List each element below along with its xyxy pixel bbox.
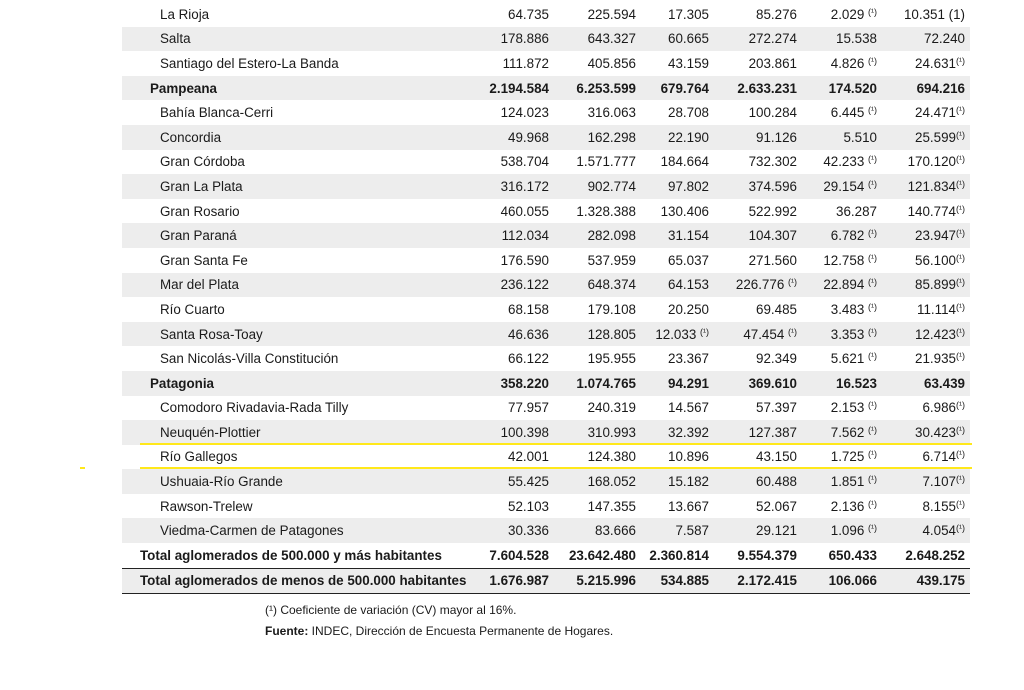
cell-value: 374.596 [714, 174, 802, 199]
cell-value: 2.648.252 [882, 543, 970, 568]
cell-value: 17.305 [668, 6, 709, 22]
row-label: Gran La Plata [122, 174, 462, 199]
cell-value: 57.397 [756, 400, 797, 416]
cell-value: $85.899^{(^1)}$ [882, 273, 970, 298]
cell-value: 2.153 $^{(^1)}$ [830, 400, 877, 416]
table-row [122, 445, 970, 470]
table-row [122, 27, 970, 52]
cell-value: 1.851 $^{(^1)}$ [802, 469, 882, 494]
cell-value: 902.774 [554, 174, 641, 199]
cell-value: 64.735 [508, 6, 549, 22]
cell-value: $30.423^{(^1)}$ [882, 420, 970, 445]
cv-footnote-marker: (¹) [956, 203, 965, 214]
cell-value: 22.894 $^{(^1)}$ [802, 273, 882, 298]
cv-footnote-marker: (¹) [868, 474, 877, 485]
cell-value: 522.992 [748, 203, 797, 219]
cell-value: 6.253.599 [554, 76, 641, 101]
cv-footnote-marker: (¹) [868, 252, 877, 263]
cell-value: 282.098 [554, 223, 641, 248]
cell-value: 47.454 $^{(^1)}$ [714, 322, 802, 347]
cell-value: 68.158 [508, 301, 549, 317]
cell-value: 271.560 [748, 252, 797, 268]
cv-footnote-marker: (¹) [956, 105, 965, 116]
cell-value: 46.636 [462, 322, 554, 347]
cell-value: $24.631^{(^1)}$ [915, 55, 965, 71]
row-label: Gran Paraná [122, 223, 462, 248]
cell-value: $170.120^{(^1)}$ [907, 154, 965, 170]
cell-value: 43.150 [756, 449, 797, 465]
cell-value: 16.523 [802, 371, 882, 396]
total-row [122, 568, 970, 594]
cell-value: 10.351 (1) [903, 6, 965, 22]
cell-value: 42.001 [508, 449, 549, 465]
cell-value: 2.029 $^{(^1)}$ [830, 6, 877, 22]
cell-value: 460.055 [500, 203, 549, 219]
row-label: Viedma-Carmen de Patagones [122, 518, 462, 543]
table-row [122, 223, 970, 248]
cell-value: 65.037 [668, 252, 709, 268]
cell-value: 111.872 [502, 55, 549, 71]
cell-value: 55.425 [462, 469, 554, 494]
table-row [122, 100, 970, 125]
cell-value: 7.587 [641, 518, 714, 543]
cell-value: 2.194.584 [462, 76, 554, 101]
cell-value: 32.392 [641, 420, 714, 445]
cell-value: 358.220 [462, 371, 554, 396]
cell-value: 100.284 [748, 105, 797, 121]
cell-value: 29.121 [714, 518, 802, 543]
cell-value: 225.594 [587, 6, 636, 22]
cell-value: 85.276 [756, 6, 797, 22]
cv-footnote-marker: (¹) [868, 178, 877, 189]
cv-footnote-marker: (¹) [956, 400, 965, 411]
cell-value: 127.387 [714, 420, 802, 445]
cell-value: 12.758 $^{(^1)}$ [823, 252, 877, 268]
cell-value: 14.567 [668, 400, 709, 416]
cell-value: $23.947^{(^1)}$ [882, 223, 970, 248]
row-label: Ushuaia-Río Grande [122, 469, 462, 494]
cv-footnote-marker: (¹) [868, 55, 877, 66]
cell-value: 100.398 [462, 420, 554, 445]
row-label: Gran Rosario [160, 203, 240, 219]
source-text: INDEC, Dirección de Encuesta Permanente de Hogares. [308, 624, 614, 638]
cell-value: 77.957 [508, 400, 549, 416]
row-label: Total aglomerados de 500.000 y más habitantes [122, 543, 462, 568]
table-row [122, 469, 970, 494]
table-row [122, 125, 970, 150]
row-label: Bahía Blanca-Cerri [160, 105, 274, 121]
cell-value: 49.968 [462, 125, 554, 150]
cv-footnote-marker: (¹) [868, 326, 877, 337]
cv-footnote-marker: (¹) [956, 252, 965, 263]
cell-value: 179.108 [587, 301, 636, 317]
cell-value: $140.774^{(^1)}$ [907, 203, 965, 219]
cell-value: 124.380 [587, 449, 636, 465]
cell-value: 203.861 [748, 55, 797, 71]
cell-value: 1.328.388 [576, 203, 636, 219]
cell-value: 10.896 [668, 449, 709, 465]
cv-footnote-marker: (¹) [868, 351, 877, 362]
cell-value: 5.215.996 [554, 568, 641, 594]
cell-value: 2.360.814 [641, 543, 714, 568]
row-label: San Nicolás-Villa Constitución [160, 351, 339, 367]
cell-value: 112.034 [462, 223, 554, 248]
cell-value: 5.621 $^{(^1)}$ [830, 351, 877, 367]
cell-value: 732.302 [748, 154, 797, 170]
table-row [122, 248, 970, 273]
table-row [122, 322, 970, 347]
cell-value: 1.096 $^{(^1)}$ [802, 518, 882, 543]
cell-value: $4.054^{(^1)}$ [882, 518, 970, 543]
row-label: Comodoro Rivadavia-Rada Tilly [160, 400, 349, 416]
cell-value: 106.066 [802, 568, 882, 594]
cell-value: 147.355 [587, 498, 636, 514]
cv-footnote-marker: (¹) [956, 277, 965, 288]
cell-value: 272.274 [714, 27, 802, 52]
cell-value: 240.319 [587, 400, 636, 416]
cell-value: 7.604.528 [462, 543, 554, 568]
cell-value: 43.159 [668, 55, 709, 71]
cv-footnote-marker: (¹) [868, 277, 877, 288]
highlight-mark-left [80, 467, 85, 469]
cell-value: 176.590 [500, 252, 549, 268]
cell-value: 60.665 [641, 27, 714, 52]
cell-value: 13.667 [668, 498, 709, 514]
cell-value: 31.154 [641, 223, 714, 248]
cv-footnote-marker: (¹) [788, 326, 797, 337]
table-row [122, 51, 970, 76]
cell-value: 128.805 [554, 322, 641, 347]
cv-footnote-marker: (¹) [956, 228, 965, 239]
table-row [122, 273, 970, 298]
region-row [122, 371, 970, 396]
cv-footnote-marker: (¹) [956, 129, 965, 140]
cell-value: $21.935^{(^1)}$ [915, 351, 965, 367]
cell-value: 72.240 [882, 27, 970, 52]
cell-value: 679.764 [641, 76, 714, 101]
row-label: Neuquén-Plottier [122, 420, 462, 445]
source-label: Fuente: [265, 624, 309, 638]
cell-value: 36.287 [836, 203, 877, 219]
cell-value: 92.349 [756, 351, 797, 367]
cell-value: 97.802 [641, 174, 714, 199]
cell-value: $7.107^{(^1)}$ [882, 469, 970, 494]
row-label: Santa Rosa-Toay [122, 322, 462, 347]
cell-value: $6.714^{(^1)}$ [922, 449, 965, 465]
cell-value: 63.439 [882, 371, 970, 396]
cell-value: 124.023 [500, 105, 549, 121]
cell-value: 15.182 [641, 469, 714, 494]
cell-value: 226.776 $^{(^1)}$ [714, 273, 802, 298]
cell-value: 174.520 [802, 76, 882, 101]
row-label: Concordia [122, 125, 462, 150]
cell-value: 94.291 [641, 371, 714, 396]
cv-footnote-marker: (¹) [956, 424, 965, 435]
cv-footnote-marker: (¹) [956, 154, 965, 165]
cell-value: 168.052 [554, 469, 641, 494]
row-label: La Rioja [160, 6, 210, 22]
row-label: Río Gallegos [160, 449, 238, 465]
cv-footnote-marker: (¹) [700, 326, 709, 337]
cell-value: 694.216 [882, 76, 970, 101]
cell-value: 6.445 $^{(^1)}$ [830, 105, 877, 121]
region-row [122, 76, 970, 101]
cv-footnote-marker: (¹) [868, 301, 877, 312]
table-row [122, 199, 970, 224]
cell-value: 1.074.765 [554, 371, 641, 396]
row-label: Mar del Plata [122, 273, 462, 298]
table-row [122, 2, 970, 27]
cell-value: 369.610 [714, 371, 802, 396]
cell-value: 648.374 [554, 273, 641, 298]
source-note [265, 624, 613, 638]
cv-footnote-marker: (¹) [788, 277, 797, 288]
cv-footnote-marker: (¹) [868, 424, 877, 435]
cell-value: 5.510 [802, 125, 882, 150]
cv-footnote-marker: (¹) [956, 498, 965, 509]
cell-value: 439.175 [882, 568, 970, 594]
cv-footnote-marker: (¹) [956, 523, 965, 534]
cell-value: 1.571.777 [576, 154, 636, 170]
cell-value: 66.122 [508, 351, 549, 367]
cv-footnote-marker: (¹) [868, 154, 877, 165]
cell-value: 162.298 [554, 125, 641, 150]
cell-value: 184.664 [660, 154, 709, 170]
cell-value: 236.122 [462, 273, 554, 298]
cell-value: $24.471^{(^1)}$ [915, 105, 965, 121]
row-label: Gran Córdoba [160, 154, 245, 170]
cv-footnote-marker: (¹) [868, 400, 877, 411]
cell-value: 29.154 $^{(^1)}$ [802, 174, 882, 199]
cell-value: 64.153 [641, 273, 714, 298]
footnote: (¹) Coeficiente de variación (CV) mayor al 16%. [265, 603, 517, 617]
row-label: Rawson-Trelew [160, 498, 253, 514]
highlight-underline-top [140, 443, 972, 445]
cell-value: 15.538 [802, 27, 882, 52]
cell-value: 537.959 [587, 252, 636, 268]
cell-value: $56.100^{(^1)}$ [915, 252, 965, 268]
table-row [122, 346, 970, 371]
cell-value: 1.725 $^{(^1)}$ [830, 449, 877, 465]
row-label: Santiago del Estero-La Banda [160, 55, 339, 71]
cell-value: 534.885 [641, 568, 714, 594]
cell-value: 1.676.987 [462, 568, 554, 594]
cv-footnote-marker: (¹) [868, 498, 877, 509]
cell-value: 3.353 $^{(^1)}$ [802, 322, 882, 347]
table-row [122, 174, 970, 199]
cell-value: 23.367 [668, 351, 709, 367]
cell-value: 12.033 $^{(^1)}$ [641, 322, 714, 347]
cell-value: $12.423^{(^1)}$ [882, 322, 970, 347]
cv-footnote-marker: (¹) [868, 6, 877, 17]
cv-footnote-marker: (¹) [868, 228, 877, 239]
cv-footnote-marker: (¹) [868, 523, 877, 534]
cell-value: 20.250 [668, 301, 709, 317]
cell-value: 2.633.231 [714, 76, 802, 101]
cell-value: 69.485 [756, 301, 797, 317]
cv-footnote-marker: (¹) [956, 474, 965, 485]
cell-value: 538.704 [500, 154, 549, 170]
cv-footnote-marker: (¹) [868, 449, 877, 460]
table-row [122, 420, 970, 445]
table-body [122, 2, 970, 594]
cv-footnote-marker: (¹) [956, 351, 965, 362]
row-label: Gran Santa Fe [160, 252, 248, 268]
table-row [122, 518, 970, 543]
cell-value: 30.336 [462, 518, 554, 543]
cell-value: 104.307 [714, 223, 802, 248]
cell-value: $25.599^{(^1)}$ [882, 125, 970, 150]
cv-footnote-marker: (¹) [956, 178, 965, 189]
cell-value: $11.114^{(^1)}$ [917, 301, 965, 317]
data-table [122, 2, 970, 594]
table-row [122, 396, 970, 421]
cell-value: 2.172.415 [714, 568, 802, 594]
cv-footnote-marker: (¹) [868, 105, 877, 116]
cell-value: 2.136 $^{(^1)}$ [830, 498, 877, 514]
highlight-underline-bottom [140, 467, 972, 469]
cv-footnote-marker: (¹) [956, 449, 965, 460]
cell-value: 643.327 [554, 27, 641, 52]
cell-value: 178.886 [462, 27, 554, 52]
cell-value: 52.103 [508, 498, 549, 514]
cell-value: 91.126 [714, 125, 802, 150]
cell-value: 60.488 [714, 469, 802, 494]
cell-value: 4.826 $^{(^1)}$ [830, 55, 877, 71]
cell-value: 52.067 [756, 498, 797, 514]
cell-value: $8.155^{(^1)}$ [922, 498, 965, 514]
cell-value: 7.562 $^{(^1)}$ [802, 420, 882, 445]
table-row [122, 297, 970, 322]
row-label: Patagonia [122, 371, 462, 396]
cell-value: $121.834^{(^1)}$ [882, 174, 970, 199]
cell-value: 316.063 [587, 105, 636, 121]
table-row [122, 494, 970, 519]
cv-footnote-marker: (¹) [956, 301, 965, 312]
cv-footnote-marker: (¹) [956, 55, 965, 66]
cell-value: 650.433 [802, 543, 882, 568]
cell-value: 3.483 $^{(^1)}$ [830, 301, 877, 317]
cell-value: 23.642.480 [554, 543, 641, 568]
cell-value: 83.666 [554, 518, 641, 543]
row-label: Río Cuarto [160, 301, 225, 317]
row-label: Pampeana [122, 76, 462, 101]
total-row [122, 543, 970, 568]
cell-value: 42.233 $^{(^1)}$ [823, 154, 877, 170]
cell-value: $6.986^{(^1)}$ [922, 400, 965, 416]
cv-footnote-marker: (¹) [956, 326, 965, 337]
row-label: Salta [122, 27, 462, 52]
cell-value: 195.955 [587, 351, 636, 367]
cell-value: 405.856 [587, 55, 636, 71]
cell-value: 310.993 [554, 420, 641, 445]
cell-value: 28.708 [668, 105, 709, 121]
table-row [122, 150, 970, 175]
cell-value: 9.554.379 [714, 543, 802, 568]
cell-value: 22.190 [641, 125, 714, 150]
cell-value: 6.782 $^{(^1)}$ [802, 223, 882, 248]
cell-value: 130.406 [660, 203, 709, 219]
row-label: Total aglomerados de menos de 500.000 habitantes [122, 568, 462, 594]
cell-value: 316.172 [462, 174, 554, 199]
